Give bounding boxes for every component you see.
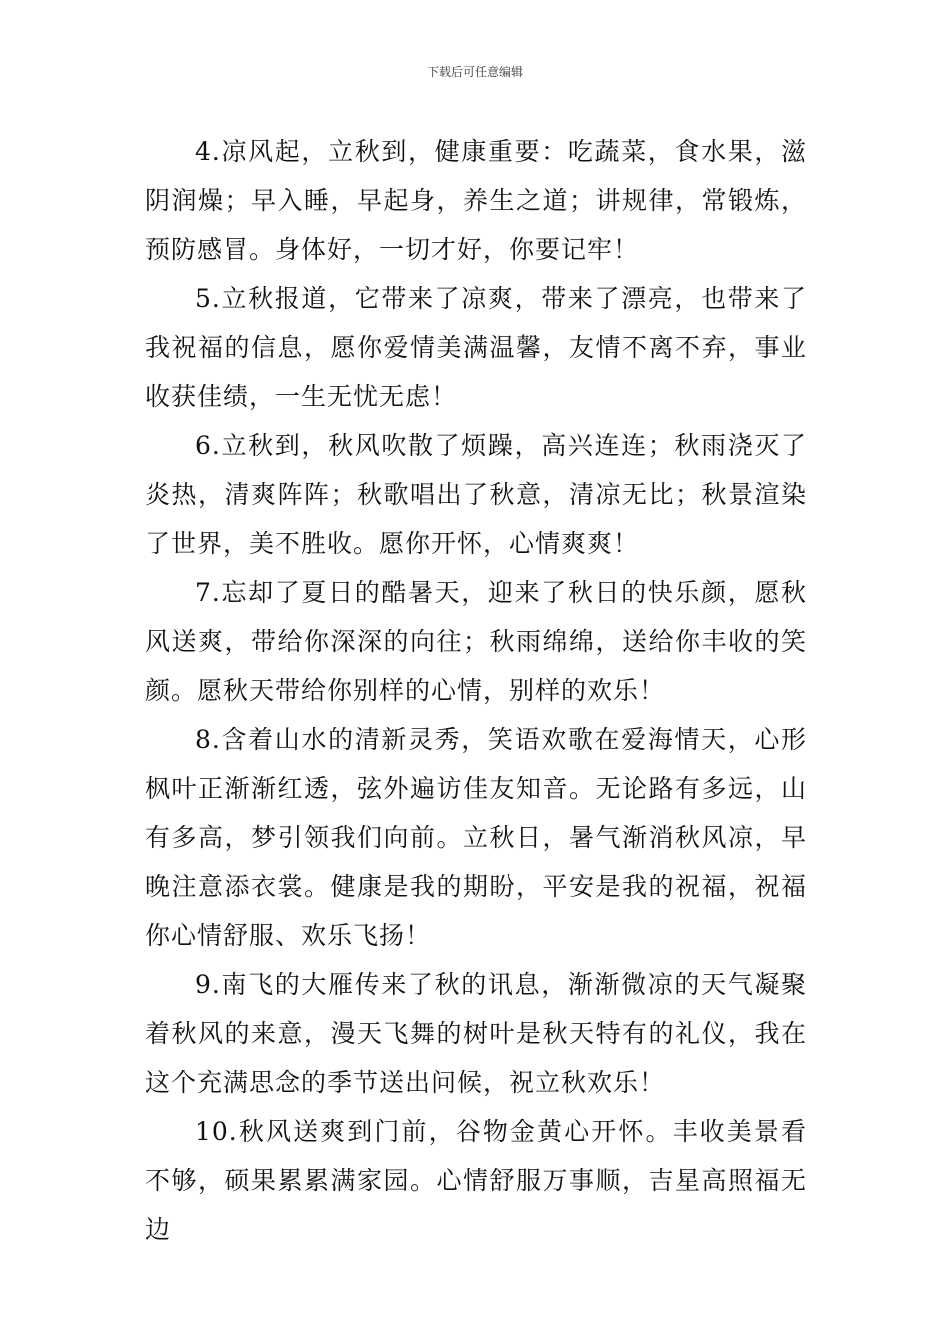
paragraph-5: 5.立秋报道，它带来了凉爽，带来了漂亮，也带来了我祝福的信息，愿你爱情美满温馨，友情不离不弃，事业收获佳绩，一生无忧无虑！ — [145, 284, 807, 411]
paragraph-9: 9.南飞的大雁传来了秋的讯息，渐渐微凉的天气凝聚着秋风的来意，漫天飞舞的树叶是秋天特有的礼仪，我在这个充满思念的季节送出问候，祝立秋欢乐！ — [145, 970, 807, 1097]
document-body — [145, 127, 807, 1254]
paragraph-6: 6.立秋到，秋风吹散了烦躁，高兴连连；秋雨浇灭了炎热，清爽阵阵；秋歌唱出了秋意，清凉无比；秋景渲染了世界，美不胜收。愿你开怀，心情爽爽！ — [145, 431, 807, 558]
paragraph-4: 4.凉风起，立秋到，健康重要：吃蔬菜，食水果，滋阴润燥；早入睡，早起身，养生之道；讲规律，常锻炼，预防感冒。身体好，一切才好，你要记牢！ — [145, 137, 807, 264]
paragraph-7: 7.忘却了夏日的酷暑天，迎来了秋日的快乐颜，愿秋风送爽，带给你深深的向往；秋雨绵绵，送给你丰收的笑颜。愿秋天带给你别样的心情，别样的欢乐！ — [145, 578, 807, 705]
paragraph-10: 10.秋风送爽到门前，谷物金黄心开怀。丰收美景看不够，硕果累累满家园。心情舒服万事顺，吉星高照福无边 — [145, 1117, 807, 1244]
page-header-note: 下载后可任意编辑 — [426, 65, 523, 79]
paragraph-8: 8.含着山水的清新灵秀，笑语欢歌在爱海情天，心形枫叶正渐渐红透，弦外遍访佳友知音。无论路有多远，山有多高，梦引领我们向前。立秋日，暑气渐消秋风凉，早晚注意添衣裳。健康是我的期盼，平安是我的祝福，祝福你心情舒服、欢乐飞扬！ — [145, 725, 807, 950]
